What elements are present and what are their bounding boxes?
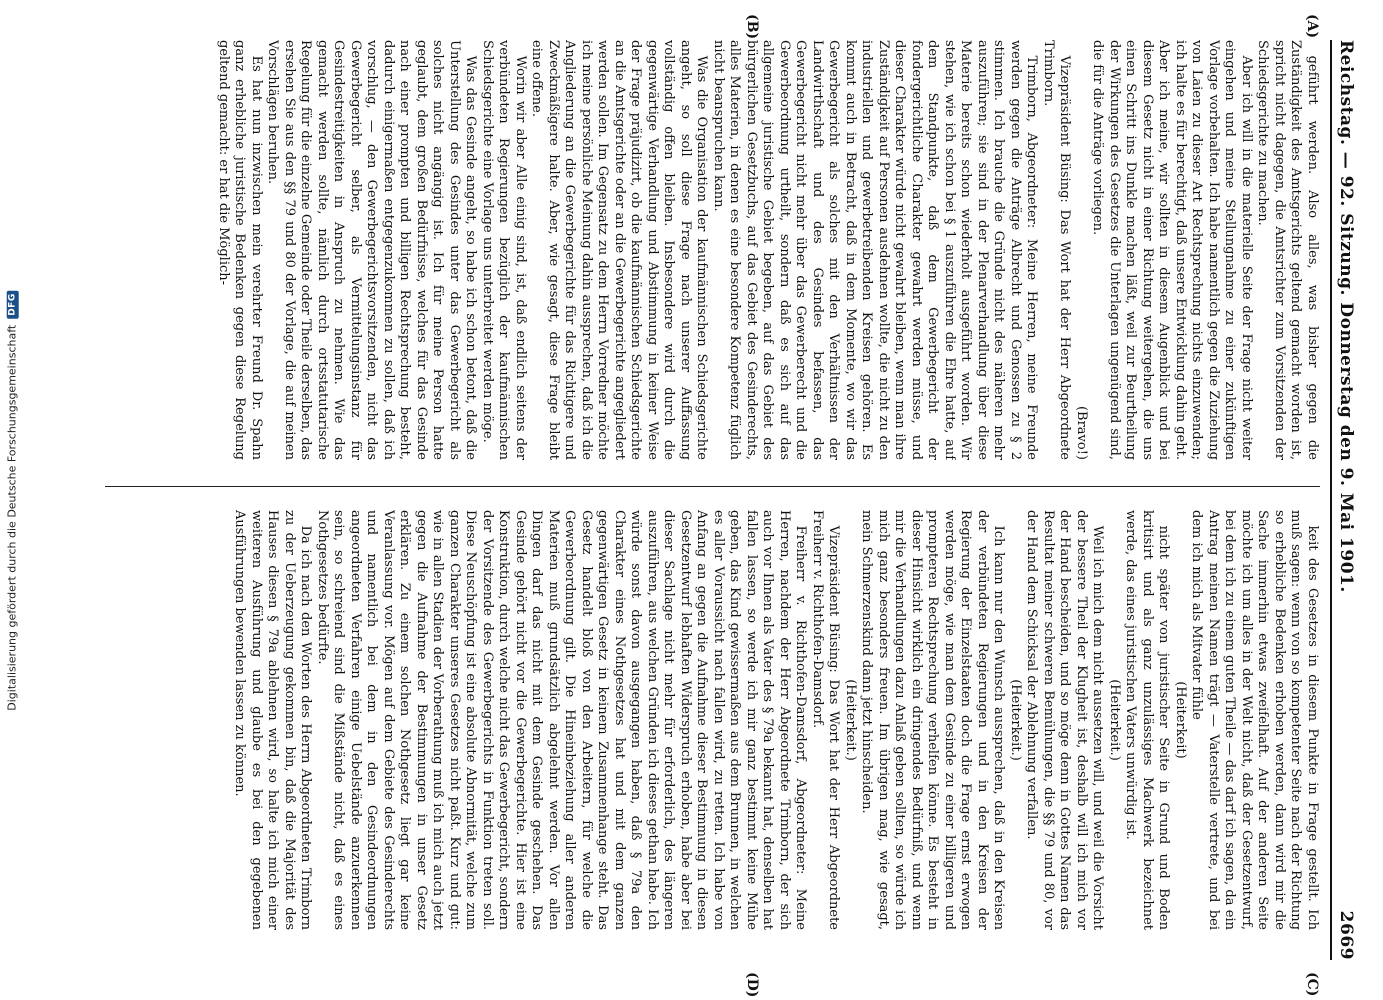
paragraph: keit des Gesetzes in diesem Punkte in Frage gestellt. Ich muß sagen: wenn von so kompetenter Seite nach der Richtung so erhebliche Bedenken erhoben werden, dann wird mir die Sache immerhin etwas zweifelhaft. Auf der anderen Seite möchte ich um alles in der Welt nicht, daß der Gesetzentwurf, bei dem ich zu einem guten Theile — das darf ich sagen, da ein Antrag meinen Namen trägt — Vaterstelle vertrete, und bei dem ich mich als Mitvater fühle [1189, 510, 1320, 930]
paragraph: Was das Gesinde angeht, so habe ich schon betont, daß die Unterstellung des Gesindes unter das Gewerbegericht als solches nicht angängig ist. Ich für meine Person hatte geglaubt, dem großen Bedürfnisse, welches für das Gesinde nach einer prompten und billigen Rechtsprechung besteht, dadurch einigermaßen entgegenzukommen zu sollen, daß ich vorschlug, — den Gewerbegerichtsvorsitzenden, nicht das Gewerbegericht selber, als Vermittelungsinstanz für Gesindestreitigkeiten in Anspruch zu nehmen. Wie das gemacht werden sollte, nämlich durch ortsstatutarische Regelung für die einzelne Gemeinde oder Theile derselben, das ersehen Sie aus den §§ 79 und 80 der Vorlage, die auf meinen Vorschlägen beruhen. [265, 40, 479, 460]
margin-sigla-d: (D) [744, 972, 760, 998]
margin-sigla-b: (B) [744, 14, 760, 40]
paragraph: Trimborn, Abgeordneter: Meine Herren, meine Freunde werden gegen die Anträge Albrecht und Genossen zu § 2 stimmen. Ich brauche die Gründe nicht des näheren mehr auszuführen; sie sind in der Plenarverhandlung über diese Materie bereits schon wiederholt ausgeführt worden. Wir stehen, wie ich schon bei § 1 auszuführen die Ehre hatte, auf dem Standpunkte, daß dem Gewerbegericht der fondergerichtliche Charakter gewahrt werden müsse, und dieser Charakter würde nicht gewahrt bleiben, wenn man ihre Zuständigkeit auf Personen ausdehnen wollte, die nicht zu den industriellen und gewerbetreibenden Kreisen gehören. Es kommt auch in Betracht, daß in dem Momente, wo wir das Gewerbegericht als solches mit den Verhältnissen der Landwirthschaft und des Gesindes befassen, das Gewerbegericht nicht mehr über das Gewerberecht und die Gewerbeordnung urtheilt, sondern daß es sich auf das allgemeine juristische Gebiet begeben, auf das Gebiet des bürgerlichen Gesetzbuchs, auf das Gebiet des Gesinderechts, alles Materien, in denen es eine besondere Kompetenz füglich nicht beanspruchen kann. [711, 40, 1040, 460]
page-header [1330, 40, 1360, 960]
interjection: (Heiterkeit) [1173, 681, 1188, 759]
interjection: (Heiterkeit.) [1008, 679, 1023, 761]
interjection: (Heiterkeit.) [843, 679, 858, 761]
column-divider [105, 486, 1320, 487]
digitization-credit [2, 0, 22, 1000]
paragraph: Freiherr v. Richthofen-Damsdorf, Abgeordneter: Meine Herren, nachdem der Herr Abgeordnete Trimborn, der sich auch vor Ihnen als Vater des § 79a bekannt hat, denselben hat fallen lassen, so werde ich mir ganz bestimmt keine Mühe geben, das Kind gewissermaßen aus dem Brunnen, in welchen es aller Voraussicht nach fallen wird, zu retten. Ich habe von Anfang an gegen die Aufnahme dieser Bestimmung in diesen Gesetzentwurf lebhaften Widerspruch erhoben, habe aber bei dieser Sachlage nicht mehr für erforderlich, des längeren auszuführen, aus welchen Gründen ich dieses gethan habe. Ich würde sonst davon ausgegangen haben, daß § 79a den Charakter eines Nothgesetzes hat und mit dem ganzen gegenwärtigen Gesetz in keinem Zusammenhange steht. Das Gesetz handelt bloß von den Arbeitern, für welche die Gewerbeordnung gilt. Die Hineinbeziehung aller anderen Materien muß grundsätzlich abgelehnt werden. Vor allen Dingen darf das nicht mit dem Gesinde geschehen. Das Gesinde gehört nicht vor die Gewerbegerichte. Hier ist eine Konstruktion, durch welche nicht das Gewerbegericht, sondern der Vorsitzende des Gewerbegerichts in Funktion treten soll. Diese Neuschöpfung ist eine absolute Abnormität, welche zum ganzen Charakter unseres Gesetzes nicht paßt. Kurz und gut: wie in allen Stadien der Vorberathung muß ich mich auch jetzt gegen die Aufnahme der Bestimmungen in unser Gesetz erklären. Zu einem solchen Nothgesetz liegt gar keine Veranlassung vor. Mögen auf dem Gebiete des Gesinderechts und namentlich bei dem in den Gesindeordnungen angeordneten Verfahren einige Uebelstände anzuerkennen sein, so schreiend sind die Mißstände nicht, daß es eines Nothgesetzes bedürfte. [315, 510, 809, 930]
rotated-page-content [60, 14, 1360, 998]
paragraph: Weil ich mich dem nicht aussetzen will, und weil die Vorsicht der bessere Theil der Klugheit ist, deshalb will ich mich vor der Hand bescheiden, und so möge denn in Gottes Namen das Resultat meiner schweren Bemühungen, die §§ 79 und 80, vor der Hand dem Schicksal der Ablehnung verfallen. [1024, 510, 1106, 930]
interjection: (Bravo!) [1074, 405, 1089, 460]
page-number: 2669 [1336, 910, 1356, 960]
interjection: (Heiterkeit.) [1107, 679, 1122, 761]
paragraph: Worin wir aber Alle einig sind, ist, daß endlich seitens der verbündeten Regierungen bezüglich der kaufmännischen Schiedsgerichte eine Vorlage uns unterbreitet werden möge. [480, 40, 528, 460]
paragraph: Aber ich will in die materielle Seite der Frage nicht weiter eingehen und meine Stellungnahme zu einer zukünftigen Vorlage vorbehalten. Ich habe namentlich gegen die Zuziehung von Laien zu dieser Art Rechtsprechung nichts einzuwenden; ich halte es für berechtigt, daß unsere Entwicklung dahin geht. Aber ich meine, wir sollten in diesem Augenblick und bei diesem Gesetz nicht in einer Richtung weitergehen, die uns einen Schritt ins Dunkle machen läßt, weil zur Beurtheilung der Wirkungen des Gesetzes die Unterlagen ungenügend sind, die für die Anträge vorliegen. [1090, 40, 1254, 460]
paragraph: nicht später von juristischer Seite in Grund und Boden kritisirt und als ganz unzulässiges Machwerk bezeichnet werde, das eines juristischen Vaters unwürdig ist. [1123, 510, 1172, 930]
speaker-announcement: Vizepräsident Büsing: Das Wort hat der Herr Abgeordnete Freiherr v. Richthofen-Damsdorf. [810, 510, 842, 930]
paragraph: Da ich nach den Worten des Herrn Abgeordneten Trimborn zu der Ueberzeugung gekommen bin, daß die Majorität des Hauses diesen § 79a ablehnen wird, so halte ich mich einer weiteren Ausführung und glaube es bei den gegebenen Ausführungen bewenden lassen zu können. [232, 510, 314, 930]
paragraph: Es hat nun inzwischen mein verehrter Freund Dr. Spahn ganz erhebliche juristische Bedenken gegen diese Regelung geltend gemacht: er hat die Möglich- [216, 40, 264, 460]
dfg-logo: DFG [6, 290, 18, 319]
speaker-announcement: Vizepräsident Büsing: Das Wort hat der Herr Abgeordnete Trimborn. [1041, 40, 1073, 460]
right-text-column [105, 510, 1320, 930]
paragraph: Ich kann nur den Wunsch aussprechen, daß in den Kreisen der verbündeten Regierungen und in den Kreisen der Regierung der Einzelstaaten doch die Frage ernst erwogen werden möge, wie man dem Gesinde zu einer billigeren und prompteren Rechtsprechung verhelfen könne. Es besteht in dieser Hinsicht wirklich ein dringendes Bedürfniß, und wenn mir die Verhandlungen dazu Anlaß geben sollten, so würde ich mich ganz besonders freuen. Im übrigen mag, wie gesagt, mein Schmerzenskind dann jetzt hinscheiden. [859, 510, 1007, 930]
paragraph: Was die Organisation der kaufmännischen Schiedsgerichte angeht, so soll diese Frage nach unserer Auffassung vollständig offen bleiben. Insbesondere wird durch die gegenwärtige Verhandlung und Abstimmung in keiner Weise der Frage präjudizirt, ob die kaufmännischen Schiedsgerichte an die Amtsgerichte oder an die Gewerbegerichte angegliedert werden sollen. Im Gegensatz zu dem Herrn Vorredner möchte ich meine persönliche Meinung dahin aussprechen, daß ich die Angliederung an die Gewerbegerichte für das Richtigere und Zweckmäßigere halte. Aber, wie gesagt, diese Frage bleibt eine offene. [529, 40, 710, 460]
margin-sigla-a: (A) [1304, 14, 1320, 39]
paragraph: geführt werden. Also alles, was bisher gegen die Zuständigkeit des Amtsgerichts geltend gemacht worden ist, spricht nicht dagegen, die Amtsrichter zum Vorsitzenden der Schiedsgerichte zu machen. [1255, 40, 1320, 460]
margin-sigla-c: (C) [1304, 972, 1320, 997]
left-text-column [105, 40, 1320, 460]
digitization-credit-text: Digitalisierung gefördert durch die Deutsche Forschungsgemeinschaft [5, 324, 19, 711]
scanned-page [60, 14, 1360, 998]
page-header-title: Reichstag. — 92. Sitzung. Donnerstag den 9. Mai 1901. [1336, 40, 1356, 593]
